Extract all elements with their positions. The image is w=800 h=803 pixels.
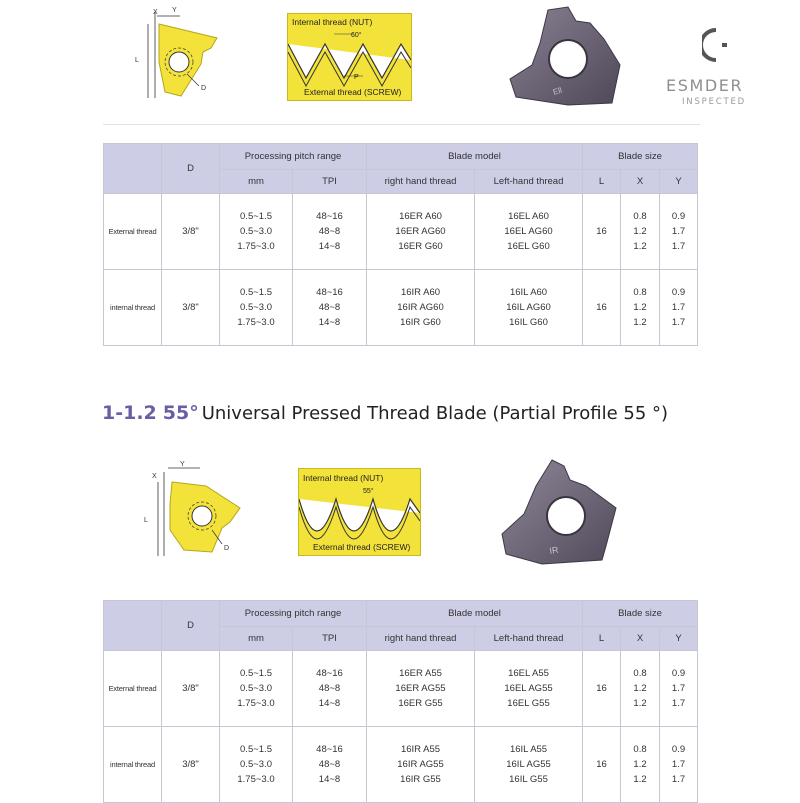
header-blank <box>104 144 162 194</box>
label-d: D <box>201 85 207 92</box>
section-title: Universal Pressed Thread Blade (Partial Profile 55 °) <box>201 403 669 424</box>
value: 16EL A55 <box>508 667 549 679</box>
cell-d: 3/8" <box>162 651 220 727</box>
value: 0.8 <box>633 286 647 298</box>
insert-photo-60 <box>508 5 626 110</box>
header-y: Y <box>660 170 698 194</box>
watermark-logo-icon <box>702 27 728 63</box>
angle-label: 60° <box>351 32 362 39</box>
cell-d: 3/8" <box>162 194 220 270</box>
insert-mark-55: IR <box>548 544 560 556</box>
value: 0.5~1.5 <box>240 210 272 222</box>
header-blade-model: Blade model <box>367 144 583 170</box>
value: 0.8 <box>633 667 647 679</box>
header-pitch-range: Processing pitch range <box>220 601 367 627</box>
header-pitch-range: Processing pitch range <box>220 144 367 170</box>
header-y: Y <box>660 627 698 651</box>
value: 16IR G60 <box>400 316 441 328</box>
value: 0.5~1.5 <box>240 667 272 679</box>
value: 48~8 <box>318 758 341 770</box>
value: 0.9 <box>671 286 686 298</box>
cell-mm <box>220 727 293 803</box>
value: 1.7 <box>671 758 686 770</box>
watermark-name: ESMDER <box>666 76 744 95</box>
value: 1.75~3.0 <box>237 316 275 328</box>
value: 16ER AG55 <box>395 682 446 694</box>
value: 16ER AG60 <box>395 225 446 237</box>
value: 0.9 <box>671 210 686 222</box>
value: 14~8 <box>318 773 341 785</box>
value: 16IR A55 <box>400 743 441 755</box>
value: 16EL G60 <box>507 240 550 252</box>
value: 0.9 <box>671 743 686 755</box>
value: 0.8 <box>633 210 647 222</box>
value: 0.5~1.5 <box>240 286 272 298</box>
row-label: internal thread <box>104 270 162 346</box>
value: 48~16 <box>316 667 343 679</box>
label-y: Y <box>180 461 185 468</box>
value: 1.75~3.0 <box>237 773 275 785</box>
value: 16EL A60 <box>508 210 549 222</box>
label-l: L <box>144 517 148 524</box>
value: 1.7 <box>671 225 686 237</box>
header-blade-model: Blade model <box>367 601 583 627</box>
value: 1.2 <box>633 697 647 709</box>
value: 1.2 <box>633 682 647 694</box>
cell-mm <box>220 270 293 346</box>
value: 1.7 <box>671 301 686 313</box>
value: 16ER A60 <box>399 210 442 222</box>
value: 16ER G60 <box>398 240 443 252</box>
value: 0.5~1.5 <box>240 743 272 755</box>
value: 16ER A55 <box>399 667 442 679</box>
value: 0.9 <box>671 667 686 679</box>
label-y: Y <box>172 7 177 14</box>
header-mm: mm <box>220 170 293 194</box>
value: 48~16 <box>316 743 343 755</box>
value: 16IL A55 <box>509 743 548 755</box>
value: 16EL AG60 <box>504 225 553 237</box>
value: 14~8 <box>318 316 341 328</box>
section-degree: 55° <box>162 402 199 424</box>
header-right-hand: right hand thread <box>367 170 475 194</box>
cell-tpi <box>293 270 367 346</box>
cell-l: 16 <box>583 270 621 346</box>
value: 16IR G55 <box>400 773 441 785</box>
cell-tpi <box>293 727 367 803</box>
header-x: X <box>621 170 660 194</box>
value: 16EL G55 <box>507 697 550 709</box>
insert-mark-60: Ell <box>551 85 564 97</box>
table-row <box>104 727 698 803</box>
cell-l: 16 <box>583 651 621 727</box>
cell-x <box>621 270 660 346</box>
cell-y <box>660 651 698 727</box>
pitch-label: P <box>354 74 359 81</box>
value: 1.2 <box>633 758 647 770</box>
thread-profile-60 <box>287 13 412 101</box>
row-label: internal thread <box>104 727 162 803</box>
value: 16EL AG55 <box>504 682 553 694</box>
label-x: X <box>153 9 158 16</box>
value: 1.7 <box>671 316 686 328</box>
value: 1.7 <box>671 682 686 694</box>
spec-table-60 <box>103 143 698 346</box>
value: 16IL AG55 <box>506 758 551 770</box>
section-number: 1-1.2 <box>102 402 157 424</box>
cell-y <box>660 194 698 270</box>
value: 0.5~3.0 <box>240 758 272 770</box>
header-d: D <box>162 144 220 194</box>
header-l: L <box>583 627 621 651</box>
header-l: L <box>583 170 621 194</box>
cell-mm <box>220 194 293 270</box>
cell-x <box>621 727 660 803</box>
cell-right-model <box>367 194 475 270</box>
row-label: External thread <box>104 194 162 270</box>
value: 1.2 <box>633 316 647 328</box>
value: 0.5~3.0 <box>240 682 272 694</box>
cell-mm <box>220 651 293 727</box>
header-right-hand: right hand thread <box>367 627 475 651</box>
header-mm: mm <box>220 627 293 651</box>
value: 1.7 <box>671 240 686 252</box>
value: 16IL G60 <box>509 316 548 328</box>
value: 0.8 <box>633 743 647 755</box>
value: 48~16 <box>316 210 343 222</box>
value: 48~16 <box>316 286 343 298</box>
cell-d: 3/8" <box>162 727 220 803</box>
value: 1.7 <box>671 697 686 709</box>
nut-label: Internal thread (NUT) <box>292 17 373 27</box>
cell-x <box>621 651 660 727</box>
value: 14~8 <box>318 240 341 252</box>
header-blade-size: Blade size <box>583 144 698 170</box>
label-x: X <box>152 473 157 480</box>
header-x: X <box>621 627 660 651</box>
value: 1.2 <box>633 301 647 313</box>
cell-right-model <box>367 651 475 727</box>
spec-table-55 <box>103 600 698 803</box>
value: 16IR AG55 <box>397 758 444 770</box>
value: 1.75~3.0 <box>237 697 275 709</box>
cell-tpi <box>293 194 367 270</box>
cell-right-model <box>367 727 475 803</box>
value: 1.2 <box>633 225 647 237</box>
value: 48~8 <box>318 301 341 313</box>
cell-x <box>621 194 660 270</box>
header-left-hand: Left-hand thread <box>475 627 583 651</box>
table-row <box>104 651 698 727</box>
cell-left-model <box>475 194 583 270</box>
value: 16IR A60 <box>400 286 441 298</box>
cell-l: 16 <box>583 194 621 270</box>
screw-label: External thread (SCREW) <box>304 87 402 97</box>
cell-tpi <box>293 651 367 727</box>
section-heading <box>102 402 668 424</box>
value: 48~8 <box>318 682 341 694</box>
insert-photo-55 <box>498 456 623 568</box>
watermark-subtitle: INSPECTED <box>682 97 746 107</box>
cell-l: 16 <box>583 727 621 803</box>
nut-label: Internal thread (NUT) <box>303 473 384 483</box>
cell-y <box>660 727 698 803</box>
screw-label: External thread (SCREW) <box>313 542 411 552</box>
angle-label: 55° <box>363 488 374 495</box>
header-d: D <box>162 601 220 651</box>
header-tpi: TPI <box>293 627 367 651</box>
table-row <box>104 270 698 346</box>
value: 1.2 <box>633 773 647 785</box>
row-label: External thread <box>104 651 162 727</box>
header-blade-size: Blade size <box>583 601 698 627</box>
cell-left-model <box>475 727 583 803</box>
value: 1.2 <box>633 240 647 252</box>
value: 16ER G55 <box>398 697 443 709</box>
value: 16IL A60 <box>509 286 548 298</box>
value: 16IR AG60 <box>397 301 444 313</box>
value: 0.5~3.0 <box>240 301 272 313</box>
cell-d: 3/8" <box>162 270 220 346</box>
table-row <box>104 194 698 270</box>
value: 48~8 <box>318 225 341 237</box>
insert-dimension-drawing-55 <box>140 460 250 560</box>
cell-right-model <box>367 270 475 346</box>
label-l: L <box>135 57 139 64</box>
thread-profile-55 <box>298 468 421 556</box>
header-blank <box>104 601 162 651</box>
value: 14~8 <box>318 697 341 709</box>
cell-left-model <box>475 651 583 727</box>
value: 1.75~3.0 <box>237 240 275 252</box>
cell-y <box>660 270 698 346</box>
insert-dimension-drawing-60 <box>125 2 235 102</box>
value: 1.7 <box>671 773 686 785</box>
label-d: D <box>224 545 230 552</box>
header-tpi: TPI <box>293 170 367 194</box>
value: 0.5~3.0 <box>240 225 272 237</box>
value: 16IL G55 <box>509 773 548 785</box>
header-left-hand: Left-hand thread <box>475 170 583 194</box>
cell-left-model <box>475 270 583 346</box>
value: 16IL AG60 <box>506 301 551 313</box>
